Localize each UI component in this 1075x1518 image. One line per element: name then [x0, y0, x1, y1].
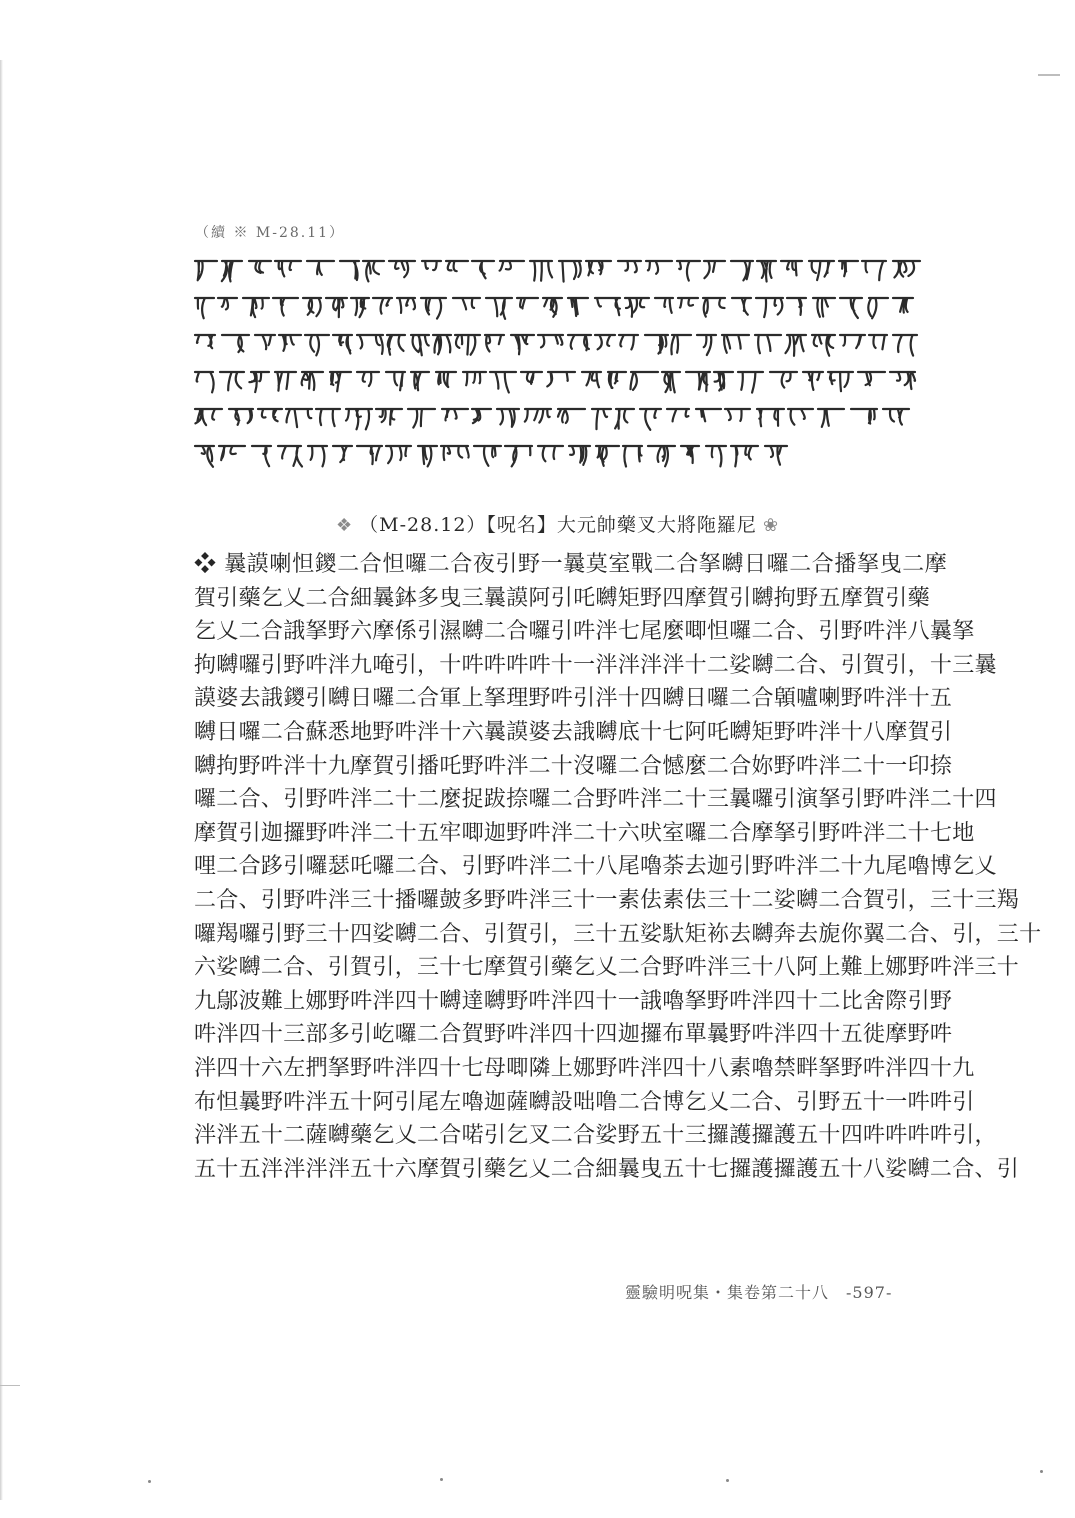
siddham-glyph [243, 298, 269, 317]
siddham-glyph [839, 261, 858, 276]
siddham-glyph [316, 409, 340, 426]
text-line: 嚩日囉二合蘇悉地野吽泮十六曩謨婆去誐嚩底十七阿吒嚩矩野吽泮十八摩賀引 [194, 719, 953, 745]
siddham-glyph [619, 335, 638, 349]
siddham-glyph [704, 261, 725, 278]
siddham-glyph [326, 298, 347, 317]
scan-mark [1038, 74, 1060, 76]
siddham-line [193, 252, 925, 289]
siddham-glyph [596, 446, 619, 466]
siddham-glyph [608, 372, 626, 388]
siddham-glyph [623, 446, 642, 467]
siddham-glyph [813, 298, 835, 317]
siddham-glyph [869, 335, 887, 349]
text-line: 九鄔波難上娜野吽泮四十嚩達嚩野吽泮四十一誐嚕拏野吽泮四十二比舍際引野 [194, 988, 953, 1014]
siddham-glyph [786, 335, 807, 356]
siddham-glyph [755, 335, 781, 353]
siddham-glyph [455, 335, 480, 355]
siddham-glyph [500, 261, 524, 271]
scan-speck [148, 1480, 151, 1483]
siddham-glyph [883, 409, 909, 425]
siddham-glyph [714, 372, 733, 391]
siddham-glyph [595, 298, 620, 315]
siddham-glyph [511, 335, 534, 354]
siddham-glyph [671, 335, 691, 354]
siddham-glyph [411, 372, 429, 390]
siddham-glyph [765, 446, 787, 465]
siddham-glyph [525, 409, 551, 423]
siddham-glyph [592, 409, 611, 429]
siddham-glyph [305, 335, 329, 355]
text-line: 泮四十六左捫拏野吽泮四十七母唧隣上娜野吽泮四十八素嚕禁畔拏野吽泮四十九 [194, 1055, 975, 1081]
siddham-glyph [195, 261, 217, 280]
siddham-glyph [463, 372, 486, 385]
siddham-glyph [788, 409, 813, 425]
siddham-glyph [421, 298, 446, 319]
siddham-glyph [568, 298, 588, 316]
siddham-glyph [809, 261, 834, 280]
section-title: 【呪名】大元帥藥叉大將陁羅尼 [486, 514, 757, 536]
section-heading [330, 510, 785, 537]
scan-speck [440, 1478, 443, 1481]
siddham-glyph [302, 372, 323, 390]
siddham-glyph [803, 372, 823, 390]
siddham-glyph [538, 446, 563, 461]
siddham-line [193, 289, 925, 326]
siddham-glyph [490, 372, 516, 393]
siddham-line [193, 326, 925, 363]
siddham-script-block [193, 252, 925, 474]
siddham-glyph [472, 261, 494, 278]
scan-edge [0, 60, 3, 1500]
siddham-glyph [569, 446, 590, 465]
siddham-glyph [363, 261, 384, 281]
siddham-glyph [252, 446, 271, 466]
siddham-glyph [756, 298, 783, 317]
text-line: ❖ 曩謨喇怛鑁二合怛囉二合夜引野一曩莫室戰二合拏嚩日囉二合播拏曳二摩 [194, 552, 948, 577]
siddham-glyph-row [193, 437, 813, 474]
siddham-glyph [818, 409, 844, 427]
siddham-glyph [195, 372, 214, 392]
siddham-glyph [376, 409, 402, 425]
siddham-glyph [862, 261, 886, 280]
siddham-glyph [219, 446, 245, 460]
siddham-glyph-row [193, 363, 923, 400]
siddham-glyph [787, 298, 806, 315]
siddham-glyph [722, 335, 749, 353]
siddham-glyph [781, 261, 802, 275]
siddham-glyph [220, 372, 244, 390]
siddham-glyph [485, 335, 504, 352]
siddham-glyph [645, 335, 668, 354]
text-line: 賀引藥乞乂二合細曩鉢多曳三曩謨阿引吒嚩矩野四摩賀引嚩拘野五摩賀引藥 [194, 585, 930, 611]
text-line: 嚩拘野吽泮十九摩賀引播吒野吽泮二十沒囉二合憾麼二合妳野吽泮二十一印捺 [194, 753, 953, 779]
text-line: 謨婆去誐鑁引嚩日囉二合軍上拏理野吽引泮十四嚩日囉二合顊嚧喇野吽泮十五 [194, 686, 953, 712]
siddham-glyph [373, 298, 392, 314]
siddham-glyph [286, 409, 312, 427]
siddham-glyph [697, 335, 716, 355]
siddham-glyph [441, 446, 469, 460]
siddham-glyph [595, 335, 615, 349]
siddham-glyph [547, 372, 575, 386]
siddham-glyph [678, 298, 698, 308]
siddham-glyph [893, 335, 917, 356]
siddham-glyph [703, 298, 725, 317]
siddham-glyph [505, 446, 532, 466]
siddham-glyph [453, 298, 480, 309]
siddham-glyph [397, 298, 415, 313]
siddham-glyph [559, 261, 581, 282]
siddham-glyph [757, 261, 776, 282]
siddham-glyph [386, 446, 411, 463]
siddham-glyph [893, 298, 913, 313]
siddham-glyph [538, 335, 563, 347]
siddham-glyph [195, 335, 215, 348]
siddham-glyph [731, 446, 758, 466]
siddham-glyph [275, 372, 296, 391]
siddham-glyph [828, 372, 853, 391]
text-line: 六娑嚩二合、引賀引，三十七摩賀引藥乞乂二合野吽泮三十八阿上難上娜野吽泮三十 [194, 955, 1020, 981]
siddham-glyph [333, 446, 352, 462]
siddham-glyph [436, 372, 456, 387]
siddham-glyph [273, 298, 298, 316]
scan-speck [726, 1479, 729, 1482]
siddham-glyph [249, 261, 271, 273]
text-line: 哩二合跢引囉瑟吒囉二合、引野吽泮二十八尾嚕荼去迦引野吽泮二十九尾嚕博乞乂 [194, 854, 997, 880]
text-line: 囉羯囉引野三十四娑嚩二合、引賀引，三十五娑馱矩袮去嚩奔去旎你翼二合、引，三十 [194, 921, 1042, 947]
siddham-glyph [446, 261, 468, 271]
siddham-glyph [408, 409, 435, 428]
siddham-glyph [530, 261, 552, 281]
siddham-line [193, 437, 925, 474]
ornament-icon: ❖ [336, 515, 354, 536]
siddham-glyph [411, 335, 429, 355]
siddham-glyph [646, 261, 672, 274]
text-line: 摩賀引迦攞野吽泮二十五牢唧迦野吽泮二十六吠室囉二合摩拏引野吽泮二十七地 [194, 820, 975, 846]
text-line: 吽泮四十三部多引屹囉二合賀野吽泮四十四迦攞布單曩野吽泮四十五徙摩野吽 [194, 1022, 953, 1048]
siddham-glyph [418, 446, 437, 466]
text-line: 囉二合、引野吽泮二十二麼捉跋捺囉二合野吽泮二十三曩囉引演拏引野吽泮二十四 [194, 787, 997, 813]
siddham-glyph [357, 446, 382, 464]
siddham-glyph [677, 261, 700, 281]
dharani-body [194, 548, 1042, 1186]
siddham-glyph [346, 409, 372, 429]
siddham-glyph [387, 335, 405, 355]
siddham-glyph [474, 446, 501, 466]
siddham-glyph [696, 409, 721, 421]
siddham-glyph-row [193, 289, 923, 326]
siddham-glyph [732, 298, 751, 315]
siddham-glyph-row [193, 326, 923, 363]
siddham-glyph [648, 446, 675, 466]
scan-speck [1040, 1470, 1043, 1473]
text-line: 泮泮五十二薩嚩藥乞乂二合喏引乞叉二合娑野五十三攞護攞護五十四吽吽吽吽引， [194, 1123, 997, 1149]
text-line: 五十五泮泮泮泮五十六摩賀引藥乞乂二合細曩曳五十七攞護攞護五十八娑嚩二合、引 [194, 1156, 1020, 1182]
siddham-glyph [851, 409, 877, 424]
siddham-glyph [357, 372, 379, 386]
siddham-glyph [667, 409, 689, 421]
siddham-glyph [686, 372, 710, 391]
siddham-glyph [422, 261, 441, 270]
siddham-glyph [279, 335, 301, 351]
siddham-glyph [618, 261, 641, 272]
siddham-glyph [840, 298, 862, 318]
siddham-glyph [725, 409, 750, 421]
siddham-glyph [303, 298, 321, 316]
siddham-glyph [858, 372, 885, 385]
siddham-glyph [258, 409, 282, 421]
siddham-glyph [706, 446, 726, 466]
siddham-glyph [568, 335, 591, 350]
siddham-glyph [731, 261, 753, 280]
siddham-glyph [812, 335, 835, 356]
siddham-glyph [840, 335, 865, 348]
siddham-glyph [558, 409, 585, 423]
siddham-glyph [218, 298, 237, 309]
siddham-glyph [340, 261, 359, 280]
siddham-glyph [195, 446, 214, 467]
siddham-glyph [521, 372, 542, 384]
siddham-line [193, 400, 925, 437]
siddham-glyph [615, 409, 634, 429]
text-line: 布怛曩野吽泮五十阿引尾左嚕迦薩嚩設咄噜二合博乞乂二合、引野五十一吽吽引 [194, 1089, 975, 1115]
siddham-glyph [195, 298, 214, 318]
siddham-glyph [640, 409, 661, 430]
siddham-glyph [386, 372, 405, 390]
siddham-glyph [351, 298, 369, 317]
text-line: 乞乂二合誐拏野六摩係引濕嚩二合囉引吽泮七尾麼唧怛囉二合、引野吽泮八曩拏 [194, 619, 975, 645]
siddham-glyph [255, 335, 275, 349]
siddham-glyph [631, 372, 659, 390]
text-line: 二合、引野吽泮三十播囉皷多野吽泮三十一素佉素佉三十二娑嚩二合賀引，三十三羯 [194, 887, 1020, 913]
siddham-glyph [625, 298, 649, 317]
siddham-glyph [472, 409, 491, 423]
siddham-glyph [308, 446, 327, 466]
siddham-glyph [222, 335, 249, 352]
siddham-glyph [868, 298, 888, 318]
ornament-icon: ❀ [762, 515, 780, 536]
text-line: 拘嚩囉引野吽泮九唵引，十吽吽吽吽十一泮泮泮泮十二娑嚩二合、引賀引，十三曩 [194, 652, 997, 678]
siddham-glyph [655, 298, 673, 313]
siddham-glyph [582, 372, 601, 387]
siddham-glyph [278, 446, 302, 467]
siddham-glyph [330, 372, 351, 391]
siddham-glyph [497, 409, 519, 427]
siddham-glyph [249, 372, 269, 392]
siddham-glyph-row [193, 252, 923, 289]
siddham-glyph [517, 298, 538, 309]
siddham-glyph [195, 409, 222, 425]
siddham-glyph [442, 409, 468, 420]
siddham-glyph [486, 298, 512, 319]
page-footer: 靈驗明呪集・集卷第二十八 -597- [625, 1283, 893, 1302]
siddham-glyph [333, 335, 352, 354]
continuation-label: （續 ※ M-28.11） [195, 225, 346, 241]
siddham-glyph [893, 261, 920, 278]
siddham-glyph [662, 372, 680, 392]
siddham-glyph [543, 298, 562, 317]
siddham-glyph-row [193, 400, 923, 437]
siddham-glyph [307, 261, 334, 275]
siddham-glyph [770, 372, 797, 388]
siddham-glyph [433, 335, 451, 354]
siddham-glyph [229, 409, 253, 425]
siddham-glyph [890, 372, 915, 389]
siddham-glyph [586, 261, 611, 275]
siddham-glyph [275, 261, 301, 276]
siddham-glyph [681, 446, 699, 463]
scan-mark [0, 1385, 20, 1386]
siddham-glyph [222, 261, 242, 281]
siddham-glyph [757, 409, 784, 426]
section-code: （M-28.12） [359, 514, 487, 536]
siddham-line [193, 363, 925, 400]
siddham-glyph [738, 372, 763, 393]
siddham-glyph [389, 261, 415, 277]
siddham-glyph [357, 335, 383, 354]
